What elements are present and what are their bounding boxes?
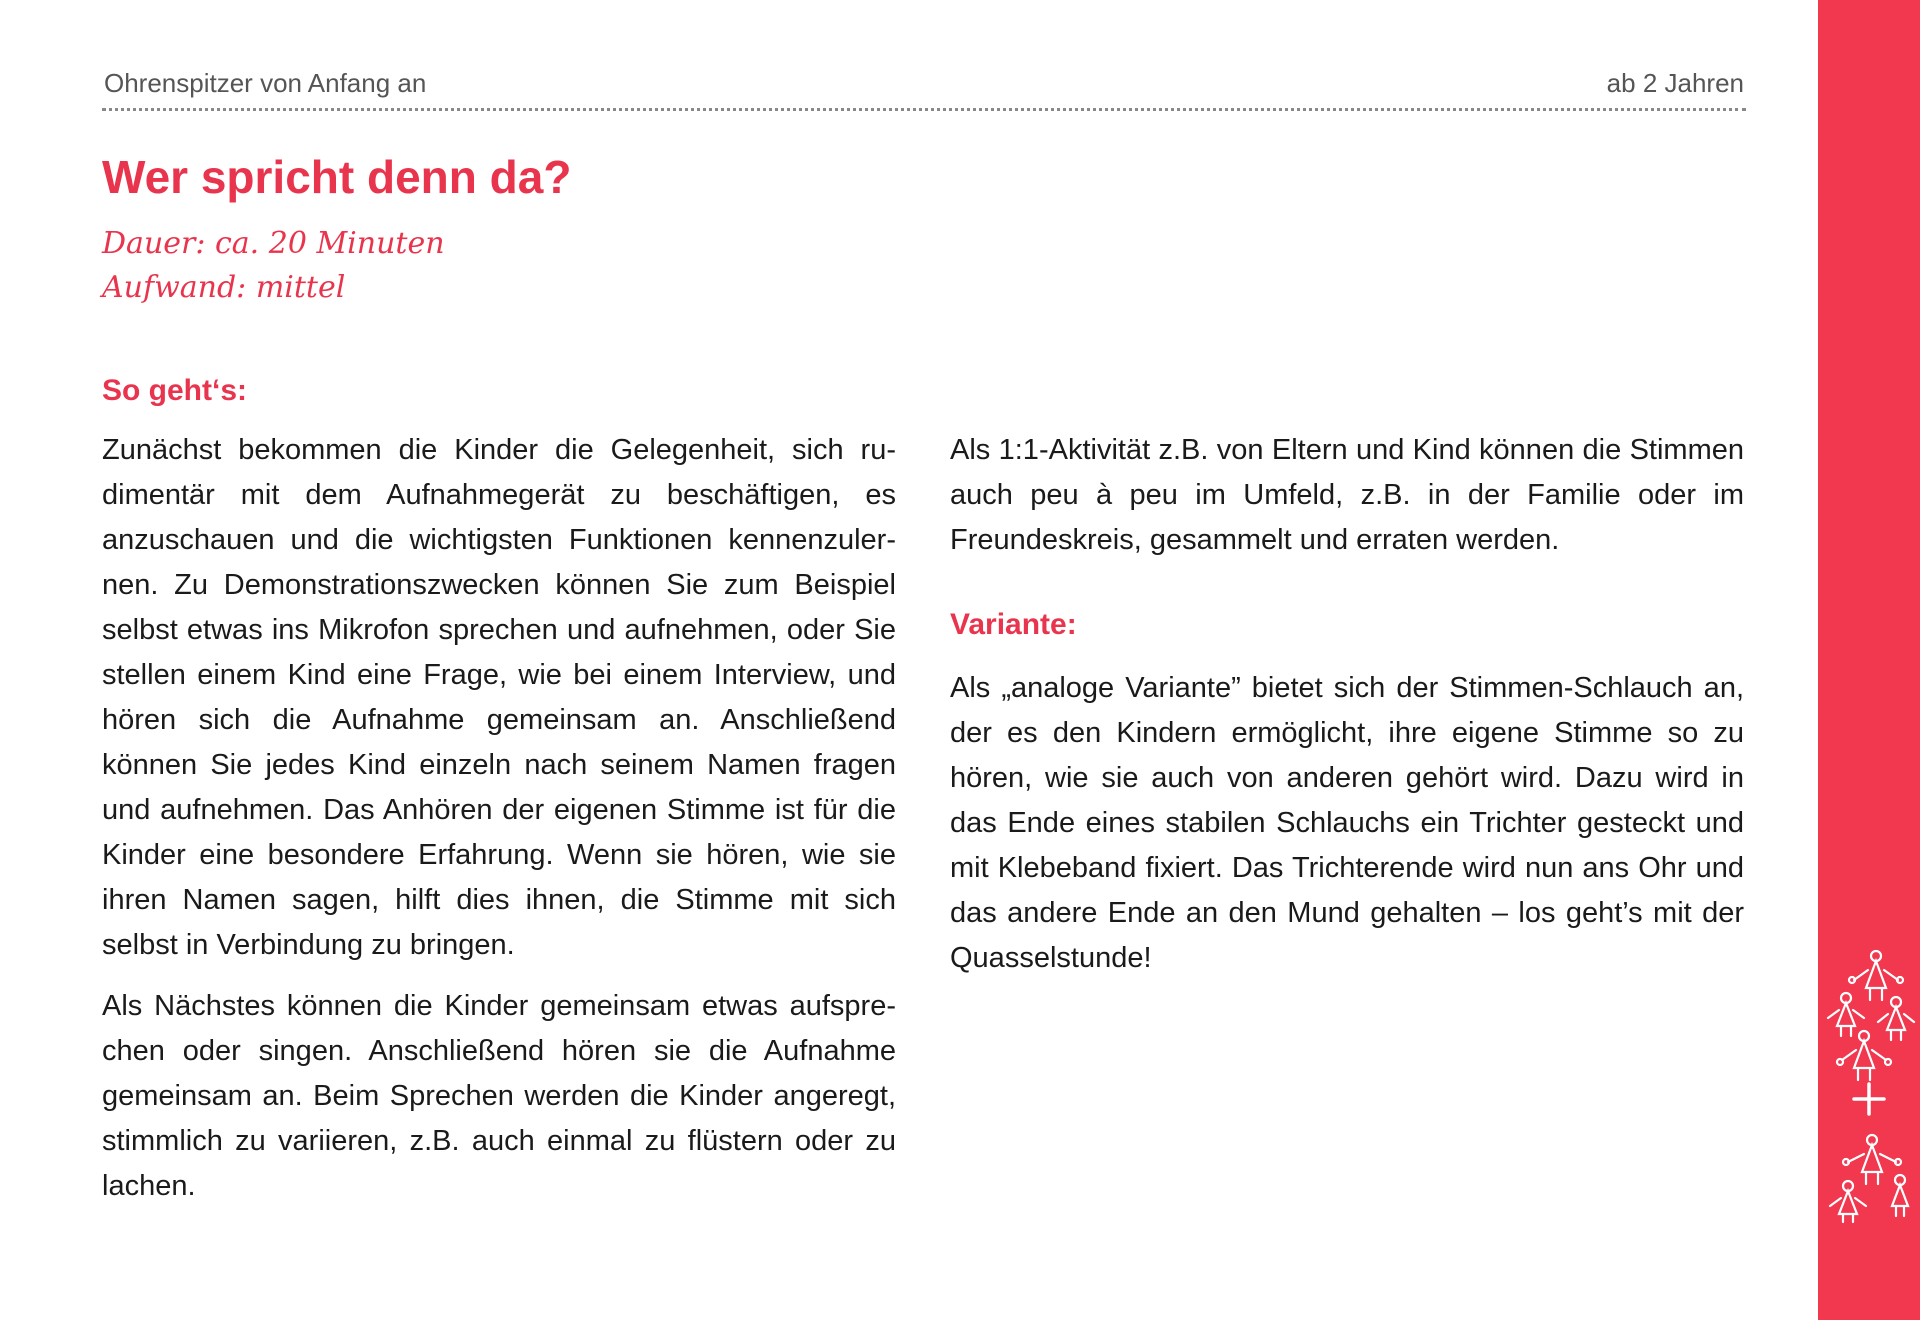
instructions-column xyxy=(102,428,896,1225)
header-series-title: Ohrenspitzer von Anfang an xyxy=(104,68,427,98)
section-heading-variant: Variante: xyxy=(950,608,1077,641)
instructions-paragraph: Als 1:1-Aktivität z.B. von Eltern und Kind können die Stimmen auch peu à peu im Umfeld, z.B. in der Familie oder im Freundeskreis, gesammelt und erraten werden. xyxy=(950,434,1744,556)
duration-label: Dauer: ca. 20 Minuten xyxy=(102,226,445,261)
effort-label: Aufwand: mittel xyxy=(102,270,346,305)
instructions-paragraph: Zunächst bekommen die Kinder die Gelegenheit, sich rudimentär mit dem Aufnahmegerät zu beschäftigen, es anzuschauen und die wichtigsten Funktionen kennenzulernen. Zu Demonstrationszwecken können Sie zum Beispiel selbst etwas ins Mikrofon sprechen und aufnehmen, oder Sie stellen einem Kind eine Frage, wie bei einem Interview, und hören sich die Aufnahme gemeinsam an. Anschließend können Sie jedes Kind einzeln nach seinem Namen fragen und aufnehmen. Das Anhören der eigenen Stimme ist für die Kinder eine besondere Erfahrung. Wenn sie hören, wie sie ihren Namen sagen, hilft dies ihnen, die Stimme mit sich selbst in Verbindung zu bringen. xyxy=(102,434,896,961)
variant-column xyxy=(950,666,1744,997)
family-group-icon xyxy=(1818,940,1920,1090)
variant-paragraph: Als „analoge Variante” bietet sich der Stimmen-Schlauch an, der es den Kindern ermöglicht, ihre eigene Stimme so zu hören, wie sie auch von anderen gehört wird. Dazu wird in das Ende eines stabilen Schlauchs ein Trichter gesteckt und mit Klebeband fixiert. Das Trichterende wird nun ans Ohr und das andere Ende an den Mund gehalten – los geht’s mit der Quasselstunde! xyxy=(950,672,1744,974)
header-age-range: ab 2 Jahren xyxy=(1606,68,1744,98)
side-color-bar xyxy=(1818,0,1920,1320)
page-header xyxy=(102,68,1746,111)
plus-icon xyxy=(1848,1078,1890,1120)
page-title: Wer spricht denn da? xyxy=(102,151,572,203)
instructions-column-continued xyxy=(950,428,1744,579)
section-heading-instructions: So geht‘s: xyxy=(102,374,248,407)
family-group-icon xyxy=(1818,1126,1920,1226)
instructions-paragraph: Als Nächstes können die Kinder gemeinsam etwas aufsprechen oder singen. Anschließend hören sie die Aufnahme gemeinsam an. Beim Sprechen werden die Kinder angeregt, stimmlich zu variieren, z.B. auch einmal zu flüstern oder zu lachen. xyxy=(102,990,896,1202)
